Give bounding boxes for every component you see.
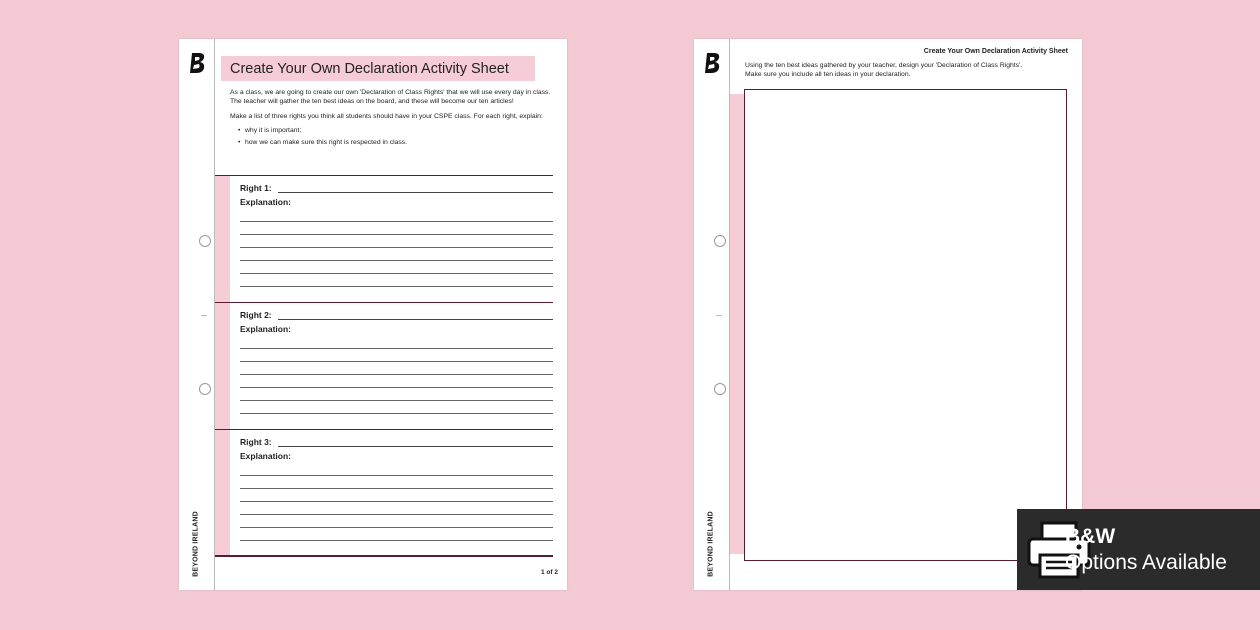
punch-hole xyxy=(714,235,726,247)
writing-line[interactable] xyxy=(240,387,553,388)
writing-line[interactable] xyxy=(240,361,553,362)
punch-hole xyxy=(199,383,211,395)
instruction-line: Using the ten best ideas gathered by your teacher, design your 'Declaration of Class Rights'. xyxy=(745,62,1023,69)
writing-line[interactable] xyxy=(240,234,553,235)
writing-line[interactable] xyxy=(240,501,553,502)
badge-title: B&W xyxy=(1065,525,1116,548)
worksheet-page-2 xyxy=(694,39,1082,590)
writing-line[interactable] xyxy=(240,273,553,274)
writing-line[interactable] xyxy=(240,348,553,349)
brand-label: BEYOND IRELAND xyxy=(707,511,715,577)
task-paragraph: Make a list of three rights you think all students should have in your CSPE class. For each right, explain: xyxy=(230,113,543,121)
writing-line[interactable] xyxy=(240,413,553,414)
worksheet-page-1 xyxy=(179,39,567,590)
declaration-drawing-area[interactable] xyxy=(744,89,1067,561)
fold-mark xyxy=(716,315,722,316)
badge-subtitle: Options Available xyxy=(1065,551,1227,574)
punch-hole xyxy=(199,235,211,247)
bottom-rule xyxy=(215,555,553,557)
beyond-logo-icon xyxy=(189,52,207,74)
right-answer-line[interactable] xyxy=(278,319,553,320)
writing-line[interactable] xyxy=(240,260,553,261)
list-item: • how we can make sure this right is respected in class. xyxy=(245,138,554,147)
writing-line[interactable] xyxy=(240,286,553,287)
intro-paragraph: As a class, we are going to create our own 'Declaration of Class Rights' that we will use every day in class. The teacher will gather the ten best ideas on the board, and these will become our ten articles! xyxy=(230,89,551,106)
brand-label: BEYOND IRELAND xyxy=(192,511,200,577)
fold-mark xyxy=(201,315,207,316)
page-header-title: Create Your Own Declaration Activity Sheet xyxy=(923,48,1068,55)
right-label: Right 2: xyxy=(240,310,272,320)
right-label: Right 1: xyxy=(240,183,272,193)
explanation-label: Explanation: xyxy=(240,324,292,334)
writing-line[interactable] xyxy=(240,488,553,489)
writing-line[interactable] xyxy=(240,527,553,528)
writing-line[interactable] xyxy=(240,247,553,248)
section-accent-bar xyxy=(730,94,744,554)
right-answer-line[interactable] xyxy=(278,192,553,193)
page-number: 1 of 2 xyxy=(541,569,558,576)
writing-line[interactable] xyxy=(240,475,553,476)
list-item: • why it is important; xyxy=(245,126,554,135)
beyond-logo-icon xyxy=(704,52,722,74)
writing-line[interactable] xyxy=(240,221,553,222)
bullet-list xyxy=(230,126,554,148)
section-accent-bar xyxy=(215,430,230,556)
instructions xyxy=(230,88,554,151)
writing-line[interactable] xyxy=(240,514,553,515)
section-accent-bar xyxy=(215,176,230,302)
writing-line[interactable] xyxy=(240,540,553,541)
section-accent-bar xyxy=(215,303,230,429)
right-label: Right 3: xyxy=(240,437,272,447)
explanation-label: Explanation: xyxy=(240,197,292,207)
instructions xyxy=(745,61,1075,79)
writing-line[interactable] xyxy=(240,374,553,375)
right-3-section xyxy=(215,429,553,556)
right-answer-line[interactable] xyxy=(278,446,553,447)
bw-options-badge xyxy=(1017,509,1260,590)
punch-hole xyxy=(714,383,726,395)
explanation-label: Explanation: xyxy=(240,451,292,461)
right-2-section xyxy=(215,302,553,429)
right-1-section xyxy=(215,175,553,302)
page-title: Create Your Own Declaration Activity Sheet xyxy=(221,56,535,81)
writing-line[interactable] xyxy=(240,400,553,401)
instruction-line: Make sure you include all ten ideas in your declaration. xyxy=(745,71,911,78)
